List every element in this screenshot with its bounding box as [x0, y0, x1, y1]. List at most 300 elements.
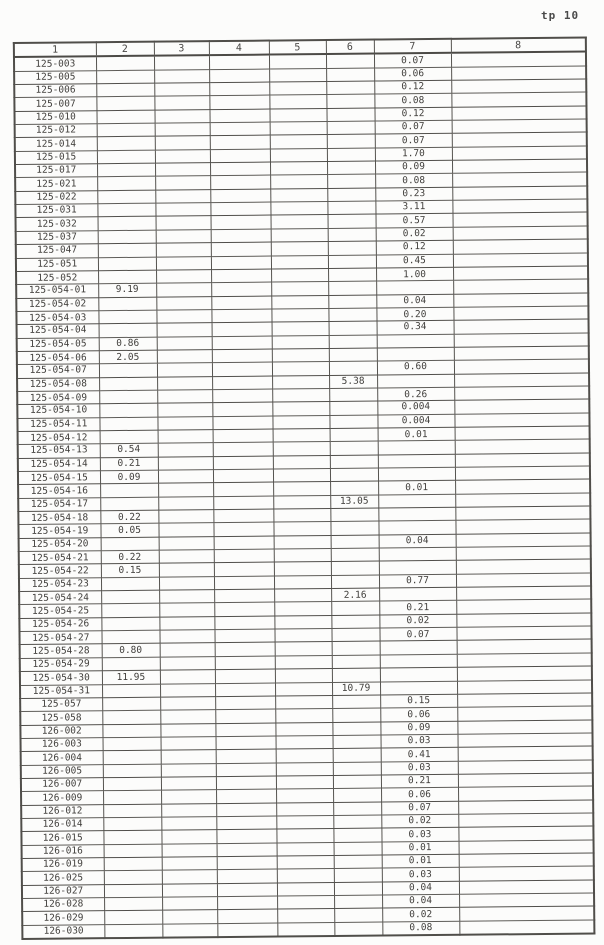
cell-col-3 [161, 763, 216, 777]
cell-col-7: 0.01 [382, 841, 459, 855]
cell-col-3 [155, 203, 210, 217]
cell-col-7 [376, 280, 453, 294]
cell-col-6 [328, 255, 376, 269]
cell-col-3 [162, 923, 217, 937]
cell-col-7 [380, 654, 457, 668]
row-id-cell: 125-054-29 [20, 658, 102, 672]
cell-col-3 [154, 83, 209, 97]
cell-col-7: 0.07 [375, 120, 452, 134]
cell-col-5 [276, 735, 333, 749]
cell-col-7: 0.04 [382, 881, 459, 895]
row-id-cell: 125-010 [14, 110, 96, 124]
cell-col-4 [212, 416, 272, 430]
cell-col-6 [327, 121, 375, 135]
cell-col-2: 0.05 [100, 524, 158, 538]
cell-col-4 [209, 95, 269, 109]
cell-col-6 [331, 601, 379, 615]
cell-col-7: 0.06 [374, 67, 451, 81]
cell-col-2 [99, 377, 157, 391]
cell-col-2 [103, 764, 161, 778]
row-id-cell: 125-054-11 [17, 417, 99, 431]
row-id-cell: 126-007 [21, 778, 103, 792]
page-corner-label: tp 10 [541, 9, 580, 22]
cell-col-7: 0.04 [382, 894, 459, 908]
row-id-cell: 126-003 [21, 738, 103, 752]
cell-col-4 [214, 629, 274, 643]
cell-col-7: 0.06 [380, 707, 457, 721]
cell-col-5 [277, 869, 334, 883]
cell-col-8 [459, 880, 594, 895]
cell-col-7: 0.20 [376, 307, 453, 321]
cell-col-3 [161, 830, 216, 844]
cell-col-7: 0.01 [378, 481, 455, 495]
cell-col-6 [332, 655, 380, 669]
cell-col-4 [217, 909, 277, 923]
cell-col-6 [331, 615, 379, 629]
cell-col-3 [156, 256, 211, 270]
row-id-cell: 125-054-03 [16, 311, 98, 325]
row-id-cell: 125-054-01 [16, 284, 98, 298]
row-id-cell: 125-054-10 [17, 404, 99, 418]
cell-col-3 [156, 216, 211, 230]
cell-col-2 [97, 190, 155, 204]
cell-col-8 [454, 333, 589, 348]
cell-col-5 [271, 308, 328, 322]
cell-col-5 [275, 682, 332, 696]
cell-col-5 [276, 789, 333, 803]
row-id-cell: 126-012 [21, 804, 103, 818]
cell-col-5 [276, 829, 333, 843]
cell-col-6 [327, 134, 375, 148]
row-id-cell: 125-054-26 [19, 617, 101, 631]
column-header-3: 3 [154, 41, 209, 56]
cell-col-3 [158, 510, 213, 524]
column-header-1: 1 [14, 42, 96, 57]
cell-col-3 [159, 576, 214, 590]
cell-col-8 [457, 720, 592, 735]
row-id-cell: 126-019 [22, 858, 104, 872]
cell-col-5 [270, 175, 327, 189]
cell-col-2 [103, 804, 161, 818]
table-body [14, 52, 594, 939]
cell-col-3 [161, 803, 216, 817]
cell-col-3 [157, 350, 212, 364]
cell-col-2 [99, 390, 157, 404]
cell-col-8 [456, 533, 591, 548]
cell-col-8 [455, 479, 590, 494]
cell-col-4 [214, 536, 274, 550]
cell-col-8 [452, 172, 587, 187]
cell-col-7 [379, 561, 456, 575]
cell-col-3 [154, 96, 209, 110]
cell-col-5 [269, 108, 326, 122]
cell-col-4 [217, 856, 277, 870]
cell-col-8 [458, 746, 593, 761]
cell-col-7: 0.01 [382, 854, 459, 868]
cell-col-8 [453, 239, 588, 254]
cell-col-7: 0.02 [381, 814, 458, 828]
cell-col-4 [213, 496, 273, 510]
cell-col-8 [459, 920, 594, 935]
cell-col-5 [272, 415, 329, 429]
cell-col-3 [162, 897, 217, 911]
cell-col-6 [326, 54, 374, 68]
cell-col-4 [211, 269, 271, 283]
cell-col-6 [330, 441, 378, 455]
cell-col-4 [211, 256, 271, 270]
cell-col-3 [160, 696, 215, 710]
cell-col-8 [451, 52, 586, 67]
cell-col-5 [274, 629, 331, 643]
cell-col-6 [329, 321, 377, 335]
cell-col-8 [454, 346, 589, 361]
row-id-cell: 125-054-21 [19, 551, 101, 565]
cell-col-2 [101, 630, 159, 644]
row-id-cell: 125-054-30 [20, 671, 102, 685]
cell-col-2 [101, 604, 159, 618]
cell-col-4 [215, 643, 275, 657]
cell-col-7: 0.07 [374, 53, 451, 68]
cell-col-6 [327, 161, 375, 175]
cell-col-5 [273, 495, 330, 509]
cell-col-4 [216, 763, 276, 777]
cell-col-8 [455, 493, 590, 508]
cell-col-5 [273, 509, 330, 523]
cell-col-8 [452, 119, 587, 134]
cell-col-5 [270, 202, 327, 216]
cell-col-5 [273, 522, 330, 536]
cell-col-4 [216, 816, 276, 830]
row-id-cell: 125-054-23 [19, 577, 101, 591]
cell-col-5 [276, 802, 333, 816]
cell-col-5 [275, 695, 332, 709]
row-id-cell: 126-014 [21, 818, 103, 832]
cell-col-6 [329, 361, 377, 375]
cell-col-8 [452, 132, 587, 147]
cell-col-3 [154, 55, 209, 69]
cell-col-2 [96, 97, 154, 111]
cell-col-4 [210, 149, 270, 163]
cell-col-6 [327, 174, 375, 188]
cell-col-7: 0.03 [381, 761, 458, 775]
cell-col-7: 0.07 [379, 627, 456, 641]
cell-col-8 [458, 786, 593, 801]
cell-col-6 [332, 668, 380, 682]
cell-col-3 [158, 470, 213, 484]
row-id-cell: 126-029 [22, 911, 104, 925]
cell-col-7: 0.09 [380, 721, 457, 735]
cell-col-5 [275, 642, 332, 656]
row-id-cell: 125-057 [20, 698, 102, 712]
cell-col-2: 0.22 [100, 510, 158, 524]
row-id-cell: 125-047 [16, 244, 98, 258]
cell-col-3 [155, 163, 210, 177]
cell-col-3 [157, 363, 212, 377]
cell-col-6 [334, 855, 382, 869]
cell-col-3 [157, 336, 212, 350]
cell-col-8 [456, 599, 591, 614]
row-id-cell: 125-021 [15, 177, 97, 191]
cell-col-2 [98, 243, 156, 257]
row-id-cell: 125-054-09 [17, 391, 99, 405]
cell-col-8 [454, 359, 589, 374]
cell-col-3 [158, 430, 213, 444]
cell-col-8 [451, 66, 586, 81]
cell-col-6 [327, 188, 375, 202]
cell-col-6 [331, 628, 379, 642]
cell-col-2: 2.05 [99, 350, 157, 364]
cell-col-3 [156, 269, 211, 283]
cell-col-8 [455, 519, 590, 534]
cell-col-8 [453, 253, 588, 268]
cell-col-5 [274, 602, 331, 616]
cell-col-5 [277, 909, 334, 923]
cell-col-7: 0.04 [376, 294, 453, 308]
cell-col-8 [452, 212, 587, 227]
cell-col-4 [217, 896, 277, 910]
row-id-cell: 125-054-16 [18, 484, 100, 498]
cell-col-2 [102, 684, 160, 698]
cell-col-3 [156, 229, 211, 243]
cell-col-7: 0.004 [377, 401, 454, 415]
cell-col-2 [98, 270, 156, 284]
cell-col-8 [452, 199, 587, 214]
cell-col-6 [333, 828, 381, 842]
cell-col-2 [100, 497, 158, 511]
cell-col-3 [157, 416, 212, 430]
cell-col-8 [458, 773, 593, 788]
cell-col-5 [275, 709, 332, 723]
row-id-cell: 125-054-18 [18, 511, 100, 525]
cell-col-7: 0.12 [374, 80, 451, 94]
cell-col-4 [217, 869, 277, 883]
cell-col-8 [457, 693, 592, 708]
cell-col-5 [273, 428, 330, 442]
cell-col-2 [100, 430, 158, 444]
cell-col-3 [159, 590, 214, 604]
cell-col-3 [160, 670, 215, 684]
cell-col-8 [456, 559, 591, 574]
column-header-4: 4 [209, 41, 269, 56]
cell-col-7: 1.00 [376, 267, 453, 281]
cell-col-8 [452, 186, 587, 201]
cell-col-8 [452, 146, 587, 161]
cell-col-5 [270, 162, 327, 176]
cell-col-4 [213, 509, 273, 523]
row-id-cell: 125-054-20 [19, 537, 101, 551]
cell-col-6 [334, 842, 382, 856]
cell-col-3 [162, 857, 217, 871]
cell-col-8 [455, 466, 590, 481]
cell-col-3 [156, 243, 211, 257]
cell-col-3 [155, 176, 210, 190]
cell-col-7: 0.08 [382, 921, 459, 936]
cell-col-8 [458, 826, 593, 841]
cell-col-6 [332, 642, 380, 656]
cell-col-2: 0.54 [100, 443, 158, 457]
cell-col-8 [452, 159, 587, 174]
cell-col-4 [214, 576, 274, 590]
cell-col-6: 10.79 [332, 682, 380, 696]
cell-col-3 [154, 69, 209, 83]
cell-col-2: 0.86 [99, 337, 157, 351]
cell-col-6 [328, 228, 376, 242]
cell-col-2 [104, 857, 162, 871]
cell-col-2 [103, 737, 161, 751]
cell-col-6: 13.05 [330, 495, 378, 509]
cell-col-2: 9.19 [98, 283, 156, 297]
cell-col-5 [277, 855, 334, 869]
cell-col-7: 0.01 [378, 427, 455, 441]
cell-col-6 [330, 481, 378, 495]
cell-col-7: 0.02 [376, 227, 453, 241]
cell-col-6 [330, 468, 378, 482]
cell-col-5 [271, 282, 328, 296]
row-id-cell: 125-054-07 [17, 364, 99, 378]
cell-col-4 [213, 469, 273, 483]
cell-col-3 [156, 310, 211, 324]
cell-col-7 [378, 454, 455, 468]
cell-col-6 [333, 775, 381, 789]
cell-col-2 [103, 750, 161, 764]
cell-col-4 [212, 402, 272, 416]
row-id-cell: 125-051 [16, 257, 98, 271]
column-header-5: 5 [269, 40, 326, 55]
cell-col-5 [274, 615, 331, 629]
row-id-cell: 125-006 [14, 84, 96, 98]
cell-col-3 [158, 496, 213, 510]
row-id-cell: 125-054-08 [17, 377, 99, 391]
row-id-cell: 125-058 [20, 711, 102, 725]
cell-col-4 [210, 175, 270, 189]
cell-col-5 [272, 362, 329, 376]
cell-col-6 [333, 762, 381, 776]
cell-col-5 [271, 228, 328, 242]
cell-col-7: 0.004 [377, 414, 454, 428]
row-id-cell: 125-054-06 [17, 351, 99, 365]
cell-col-8 [458, 800, 593, 815]
cell-col-2 [96, 83, 154, 97]
cell-col-5 [274, 575, 331, 589]
cell-col-7 [380, 667, 457, 681]
cell-col-6 [328, 295, 376, 309]
cell-col-8 [454, 373, 589, 388]
cell-col-4 [210, 189, 270, 203]
cell-col-2 [104, 924, 162, 938]
cell-col-8 [458, 760, 593, 775]
cell-col-6 [328, 215, 376, 229]
row-id-cell: 125-054-17 [18, 497, 100, 511]
cell-col-4 [215, 709, 275, 723]
cell-col-7 [378, 507, 455, 521]
cell-col-5 [269, 54, 326, 68]
cell-col-8 [456, 586, 591, 601]
cell-col-4 [217, 843, 277, 857]
cell-col-8 [459, 906, 594, 921]
cell-col-3 [161, 736, 216, 750]
cell-col-6 [334, 868, 382, 882]
cell-col-2 [101, 590, 159, 604]
cell-col-8 [454, 319, 589, 334]
cell-col-2 [101, 617, 159, 631]
row-id-cell: 126-015 [21, 831, 103, 845]
cell-col-5 [270, 188, 327, 202]
row-id-cell: 126-025 [22, 871, 104, 885]
cell-col-2 [96, 70, 154, 84]
cell-col-7 [378, 521, 455, 535]
cell-col-7 [380, 681, 457, 695]
cell-col-4 [212, 322, 272, 336]
cell-col-5 [271, 255, 328, 269]
cell-col-8 [459, 853, 594, 868]
cell-col-3 [162, 883, 217, 897]
cell-col-2 [96, 56, 154, 70]
row-id-cell: 125-054-28 [20, 644, 102, 658]
cell-col-4 [214, 602, 274, 616]
cell-col-2 [98, 310, 156, 324]
cell-col-7: 0.34 [377, 321, 454, 335]
cell-col-2 [99, 403, 157, 417]
row-id-cell: 126-005 [21, 764, 103, 778]
cell-col-4 [211, 309, 271, 323]
cell-col-2 [97, 203, 155, 217]
cell-col-3 [161, 777, 216, 791]
cell-col-4 [216, 736, 276, 750]
row-id-cell: 126-030 [22, 924, 104, 939]
cell-col-5 [270, 148, 327, 162]
row-id-cell: 125-014 [15, 137, 97, 151]
row-id-cell: 126-027 [22, 884, 104, 898]
cell-col-2 [104, 870, 162, 884]
cell-col-3 [155, 189, 210, 203]
cell-col-4 [212, 336, 272, 350]
cell-col-6 [328, 308, 376, 322]
cell-col-6 [331, 575, 379, 589]
cell-col-7: 0.45 [376, 254, 453, 268]
cell-col-6 [328, 281, 376, 295]
cell-col-4 [212, 389, 272, 403]
cell-col-4 [213, 429, 273, 443]
cell-col-2 [99, 323, 157, 337]
data-table [13, 37, 596, 940]
cell-col-6 [334, 895, 382, 909]
cell-col-3 [159, 630, 214, 644]
cell-col-3 [162, 843, 217, 857]
cell-col-5 [272, 375, 329, 389]
cell-col-7 [379, 587, 456, 601]
cell-col-7 [378, 441, 455, 455]
row-id-cell: 125-003 [14, 57, 96, 72]
cell-col-3 [154, 109, 209, 123]
row-id-cell: 125-017 [15, 164, 97, 178]
cell-col-5 [273, 442, 330, 456]
cell-col-5 [273, 455, 330, 469]
cell-col-8 [453, 293, 588, 308]
cell-col-4 [213, 482, 273, 496]
cell-col-7 [378, 467, 455, 481]
cell-col-2: 0.09 [100, 470, 158, 484]
cell-col-5 [277, 842, 334, 856]
cell-col-8 [457, 679, 592, 694]
cell-col-7 [380, 641, 457, 655]
cell-col-6 [330, 521, 378, 535]
cell-col-8 [453, 279, 588, 294]
cell-col-2 [102, 710, 160, 724]
cell-col-2 [103, 777, 161, 791]
cell-col-6 [329, 335, 377, 349]
cell-col-7: 0.03 [381, 828, 458, 842]
cell-col-6 [329, 401, 377, 415]
